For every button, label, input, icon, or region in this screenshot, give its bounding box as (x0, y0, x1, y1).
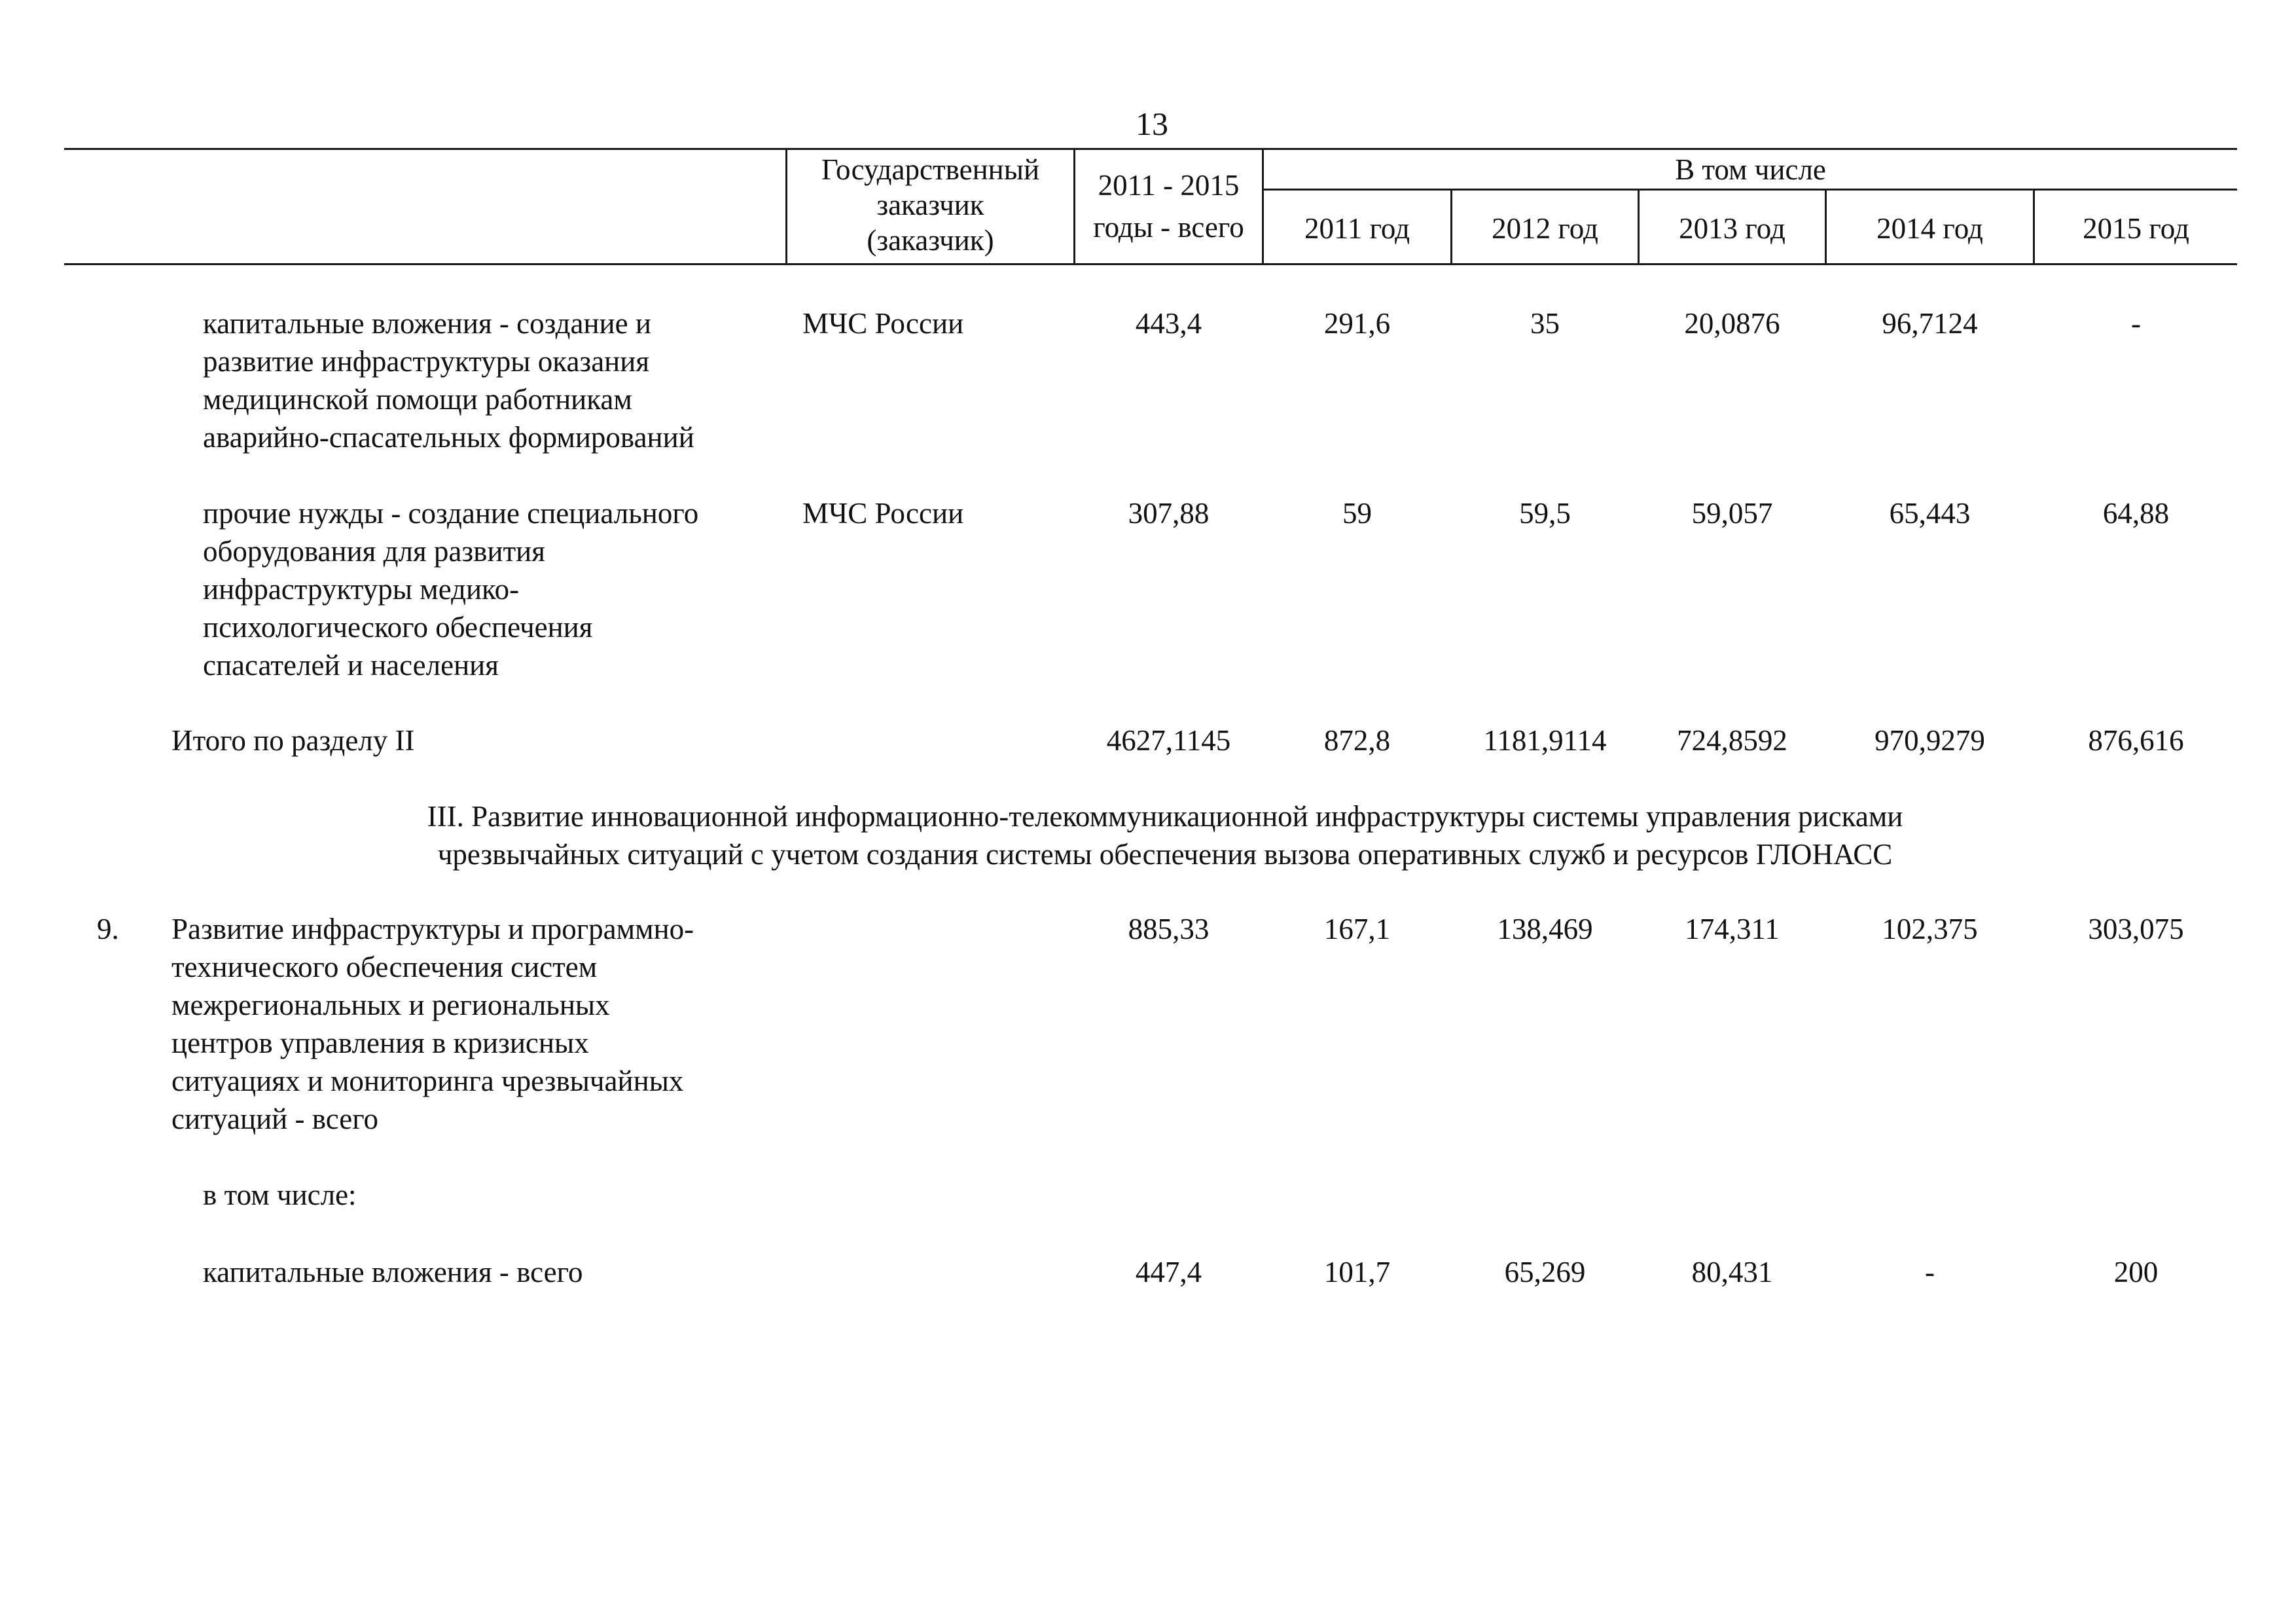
cell-2012: 1181,9114 (1483, 724, 1607, 757)
header-total-line1: 2011 - 2015 (1098, 169, 1240, 202)
row-label: в том числе: (203, 1178, 357, 1211)
header-including: В том числе (1675, 153, 1826, 186)
cell-total: 447,4 (1135, 1256, 1202, 1288)
header-customer: Государственный заказчик (заказчик) (821, 153, 1040, 257)
cell-2013: 724,8592 (1677, 724, 1787, 757)
cell-2015: 876,616 (2088, 724, 2184, 757)
cell-2011: 872,8 (1323, 724, 1391, 757)
cell-2013: 20,0876 (1684, 307, 1780, 340)
cell-total: 4627,1145 (1106, 724, 1231, 757)
section-heading-line: чрезвычайных ситуаций с учетом создания системы обеспечения вызова оперативных служб и ресурсов ГЛОНАСС (437, 838, 1893, 871)
row-number: 9. (97, 913, 119, 945)
page-number: 13 (1136, 105, 1168, 142)
header-total-line2: годы - всего (1093, 211, 1244, 244)
cell-2011: 291,6 (1323, 307, 1391, 340)
row-label: капитальные вложения - всего (203, 1256, 583, 1288)
cell-2015: 64,88 (2102, 497, 2170, 530)
header-divider (1073, 148, 1075, 265)
cell-2012: 138,469 (1497, 913, 1593, 945)
cell-total: 443,4 (1135, 307, 1202, 340)
cell-2015: 200 (2113, 1256, 2159, 1288)
cell-total: 307,88 (1128, 497, 1210, 530)
cell-2013: 80,431 (1691, 1256, 1773, 1288)
cell-2014: 970,9279 (1874, 724, 1985, 757)
cell-2012: 59,5 (1519, 497, 1571, 530)
header-year: 2015 год (2083, 212, 2189, 245)
cell-2014: 65,443 (1889, 497, 1971, 530)
cell-2015: - (2131, 307, 2141, 340)
cell-2011: 59 (1342, 497, 1372, 530)
cell-2014: 96,7124 (1882, 307, 1978, 340)
header-year: 2012 год (1492, 212, 1598, 245)
cell-2014: 102,375 (1882, 913, 1978, 945)
header-bottom-rule (64, 263, 2237, 265)
row-customer: МЧС России (802, 307, 964, 340)
row-label: Развитие инфраструктуры и программно- технического обеспечения систем межрегиональных и региональных центров управления в кризисных ситуациях и мониторинга чрезвычайных ситуаций - всего (171, 913, 694, 1135)
cell-2013: 174,311 (1685, 913, 1780, 945)
cell-2013: 59,057 (1691, 497, 1773, 530)
header-year: 2014 год (1876, 212, 1983, 245)
cell-2011: 167,1 (1323, 913, 1391, 945)
header-year: 2011 год (1304, 212, 1410, 245)
header-top-rule (64, 148, 2237, 150)
cell-2012: 65,269 (1504, 1256, 1586, 1288)
cell-total: 885,33 (1128, 913, 1210, 945)
section-heading-line: III. Развитие инновационной информационно-телекоммуникационной инфраструктуры системы управления рисками (427, 800, 1903, 833)
row-customer: МЧС России (802, 497, 964, 530)
row-label: прочие нужды - создание специального оборудования для развития инфраструктуры медико- психологического обеспечения спасателей и населения (203, 497, 699, 682)
header-subrule (1263, 189, 2237, 191)
cell-2012: 35 (1530, 307, 1560, 340)
row-label: капитальные вложения - создание и развитие инфраструктуры оказания медицинской помощи работникам аварийно-спасательных формирований (203, 307, 694, 454)
header-year: 2013 год (1679, 212, 1785, 245)
cell-2011: 101,7 (1323, 1256, 1391, 1288)
section-total-label: Итого по разделу II (171, 724, 415, 757)
cell-2014: - (1925, 1256, 1935, 1288)
cell-2015: 303,075 (2088, 913, 2184, 945)
